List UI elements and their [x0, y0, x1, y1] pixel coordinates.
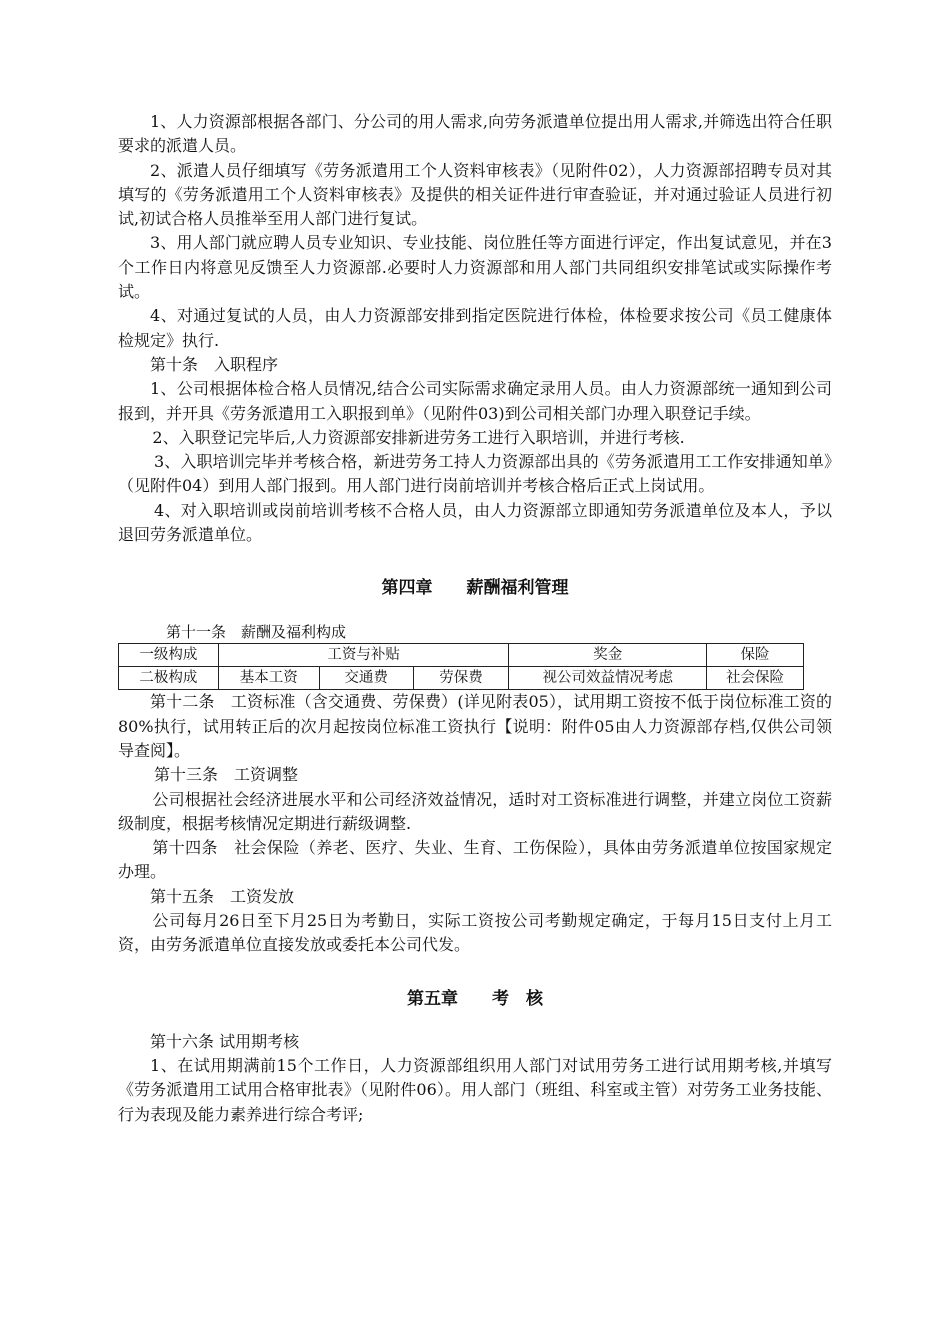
table-cell: 视公司效益情况考虑 [509, 667, 707, 690]
article-13-title: 第十三条 工资调整 [154, 765, 299, 785]
table-cell: 一级构成 [119, 644, 219, 667]
table-cell: 社会保险 [707, 667, 804, 690]
article-14: 第十四条 社会保险（养老、医疗、失业、生育、工伤保险），具体由劳务派遣单位按国家规定办理。 [118, 838, 832, 882]
chapter-5-heading: 第五章 考 核 [407, 988, 543, 1009]
compensation-structure-table [118, 643, 804, 690]
table-row [119, 667, 804, 690]
article-11-caption: 第十一条 薪酬及福利构成 [166, 623, 347, 642]
paragraph-onboard-1: 1、公司根据体检合格人员情况,结合公司实际需求确定录用人员。由人力资源部统一通知到公司报到，并开具《劳务派遣用工入职报到单》（见附件03)到公司相关部门办理入职登记手续。 [118, 379, 832, 423]
article-15-body: 公司每月26日至下月25日为考勤日，实际工资按公司考勤规定确定，于每月15日支付上月工资，由劳务派遣单位直接发放或委托本公司代发。 [118, 911, 832, 955]
article-16-title: 第十六条 试用期考核 [150, 1031, 300, 1051]
paragraph-recruit-2: 2、派遣人员仔细填写《劳务派遣用工个人资料审核表》（见附件02），人力资源部招聘专员对其填写的《劳务派遣用工个人资料审核表》及提供的相关证件进行审查验证，并对通过验证人员进行初试,初试合格人员推举至用人部门进行复试。 [118, 160, 832, 229]
document-page [118, 110, 832, 1127]
chapter-4-heading: 第四章 薪酬福利管理 [381, 578, 569, 599]
table-cell: 基本工资 [218, 667, 319, 690]
paragraph-recruit-3: 3、用人部门就应聘人员专业知识、专业技能、岗位胜任等方面进行评定，作出复试意见，并在3个工作日内将意见反馈至人力资源部.必要时人力资源部和用人部门共同组织安排笔试或实际操作考试。 [118, 233, 832, 302]
article-12: 第十二条 工资标准（含交通费、劳保费）(详见附表05），试用期工资按不低于岗位标准工资的80%执行，试用转正后的次月起按岗位标准工资执行【说明：附件05由人力资源部存档,仅供公司领导查阅】。 [118, 692, 832, 760]
paragraph-probation-1: 1、在试用期满前15个工作日，人力资源部组织用人部门对试用劳务工进行试用期考核,并填写《劳务派遣用工试用合格审批表》（见附件06）。用人部门（班组、科室或主管）对劳务工业务技能、行为表现及能力素养进行综合考评; [118, 1055, 832, 1124]
paragraph-onboard-4: 4、对入职培训或岗前培训考核不合格人员，由人力资源部立即通知劳务派遣单位及本人，予以退回劳务派遣单位。 [118, 500, 832, 545]
article-10-title: 第十条 入职程序 [150, 354, 279, 374]
table-cell: 交通费 [319, 667, 413, 690]
table-row [119, 644, 804, 667]
table-cell: 工资与补贴 [218, 644, 509, 667]
paragraph-onboard-2: 2、入职登记完毕后,人力资源部安排新进劳务工进行入职培训，并进行考核. [152, 427, 685, 447]
paragraph-recruit-4: 4、对通过复试的人员，由人力资源部安排到指定医院进行体检，体检要求按公司《员工健康体检规定》执行. [118, 306, 832, 350]
spacer [118, 1018, 832, 1030]
paragraph-recruit-1: 1、人力资源部根据各部门、分公司的用人需求,向劳务派遣单位提出用人需求,并筛选出符合任职要求的派遣人员。 [118, 112, 832, 156]
table-cell: 保险 [707, 644, 804, 667]
table-cell: 劳保费 [413, 667, 509, 690]
article-13-body: 公司根据社会经济进展水平和公司经济效益情况，适时对工资标准进行调整，并建立岗位工资薪级制度，根据考核情况定期进行薪级调整. [118, 789, 832, 833]
article-15-title: 第十五条 工资发放 [150, 886, 295, 906]
table-cell: 奖金 [509, 644, 707, 667]
table-cell: 二极构成 [119, 667, 219, 690]
paragraph-onboard-3: 3、入职培训完毕并考核合格，新进劳务工持人力资源部出具的《劳务派遣用工工作安排通知单》（见附件04）到用人部门报到。用人部门进行岗前培训并考核合格后正式上岗试用。 [118, 452, 832, 496]
